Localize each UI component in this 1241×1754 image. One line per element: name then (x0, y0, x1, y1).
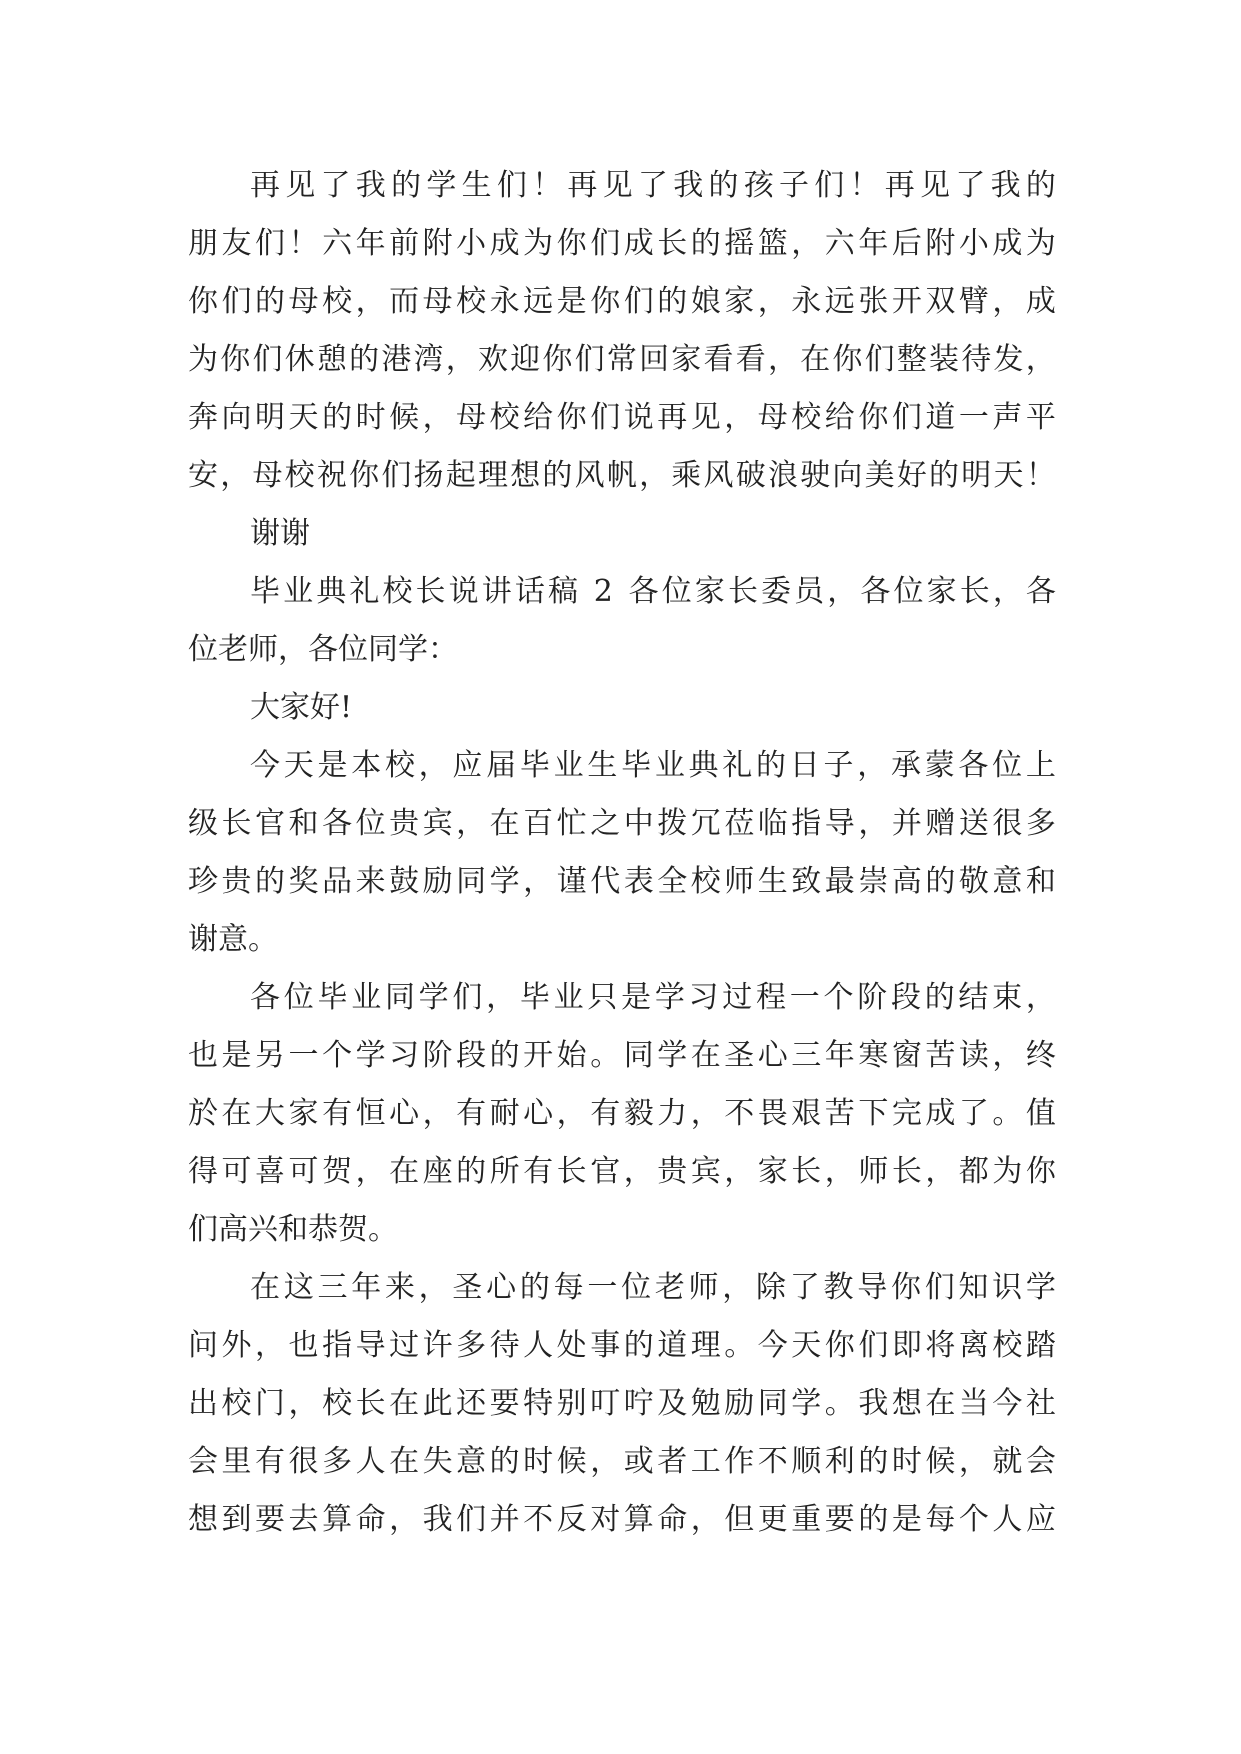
text-line: 大家好! (250, 690, 353, 725)
text-line: 位老师，各位同学： (188, 632, 458, 667)
text-line: 为 你 们 休 憩 的 港 湾 ， 欢 迎 你 们 常 回 家 看 看 ， 在 你 们 整 装 待 发 ， (188, 342, 1056, 377)
text-line: 奔 向 明 天 的 时 候 ， 母 校 给 你 们 说 再 见 ， 母 校 给 你 们 道 一 声 平 (188, 400, 1056, 435)
text-line: 安 ， 母 校 祝 你 们 扬 起 理 想 的 风 帆 ， 乘 风 破 浪 驶 向 美 好 的 明 天 ！ (188, 458, 1056, 493)
text-line: 今 天 是 本 校 ， 应 届 毕 业 生 毕 业 典 礼 的 日 子 ， 承 蒙 各 位 上 (250, 748, 1056, 783)
text-line: 毕 业 典 礼 校 长 说 讲 话 稿 2 各 位 家 长 委 员 ， 各 位 家 长 ， 各 (250, 574, 1056, 609)
text-line: 出 校 门 ， 校 长 在 此 还 要 特 别 叮 咛 及 勉 励 同 学 。 我 想 在 当 今 社 (188, 1386, 1056, 1421)
text-line: 再 见 了 我 的 学 生 们 ！ 再 见 了 我 的 孩 子 们 ！ 再 见 了 我 的 (250, 168, 1056, 203)
text-line: 你 们 的 母 校 ， 而 母 校 永 远 是 你 们 的 娘 家 ， 永 远 张 开 双 臂 ， 成 (188, 284, 1056, 319)
text-line: 谢谢 (250, 516, 310, 551)
text-line: 在 这 三 年 来 ， 圣 心 的 每 一 位 老 师 ， 除 了 教 导 你 们 知 识 学 (250, 1270, 1056, 1305)
text-line: 想 到 要 去 算 命 ， 我 们 并 不 反 对 算 命 ， 但 更 重 要 的 是 每 个 人 应 (188, 1502, 1056, 1537)
text-line: 问 外 ， 也 指 导 过 许 多 待 人 处 事 的 道 理 。 今 天 你 们 即 将 离 校 踏 (188, 1328, 1056, 1363)
text-line: 得 可 喜 可 贺 ， 在 座 的 所 有 长 官 ， 贵 宾 ， 家 长 ， 师 长 ， 都 为 你 (188, 1154, 1056, 1189)
text-line: 级 长 官 和 各 位 贵 宾 ， 在 百 忙 之 中 拨 冗 莅 临 指 导 ， 并 赠 送 很 多 (188, 806, 1056, 841)
text-line: 珍 贵 的 奖 品 来 鼓 励 同 学 ， 谨 代 表 全 校 师 生 致 最 崇 高 的 敬 意 和 (188, 864, 1056, 899)
text-line: 也 是 另 一 个 学 习 阶 段 的 开 始 。 同 学 在 圣 心 三 年 寒 窗 苦 读 ， 终 (188, 1038, 1056, 1073)
text-line: 们高兴和恭贺。 (188, 1212, 398, 1247)
text-line: 朋 友 们 ！ 六 年 前 附 小 成 为 你 们 成 长 的 摇 篮 ， 六 年 后 附 小 成 为 (188, 226, 1056, 261)
text-line: 各 位 毕 业 同 学 们 ， 毕 业 只 是 学 习 过 程 一 个 阶 段 的 结 束 ， (250, 980, 1056, 1015)
text-line: 於 在 大 家 有 恒 心 ， 有 耐 心 ， 有 毅 力 ， 不 畏 艰 苦 下 完 成 了 。 值 (188, 1096, 1056, 1131)
text-line: 谢意。 (188, 922, 278, 957)
text-line: 会 里 有 很 多 人 在 失 意 的 时 候 ， 或 者 工 作 不 顺 利 的 时 候 ， 就 会 (188, 1444, 1056, 1479)
body-text (188, 157, 1056, 1549)
